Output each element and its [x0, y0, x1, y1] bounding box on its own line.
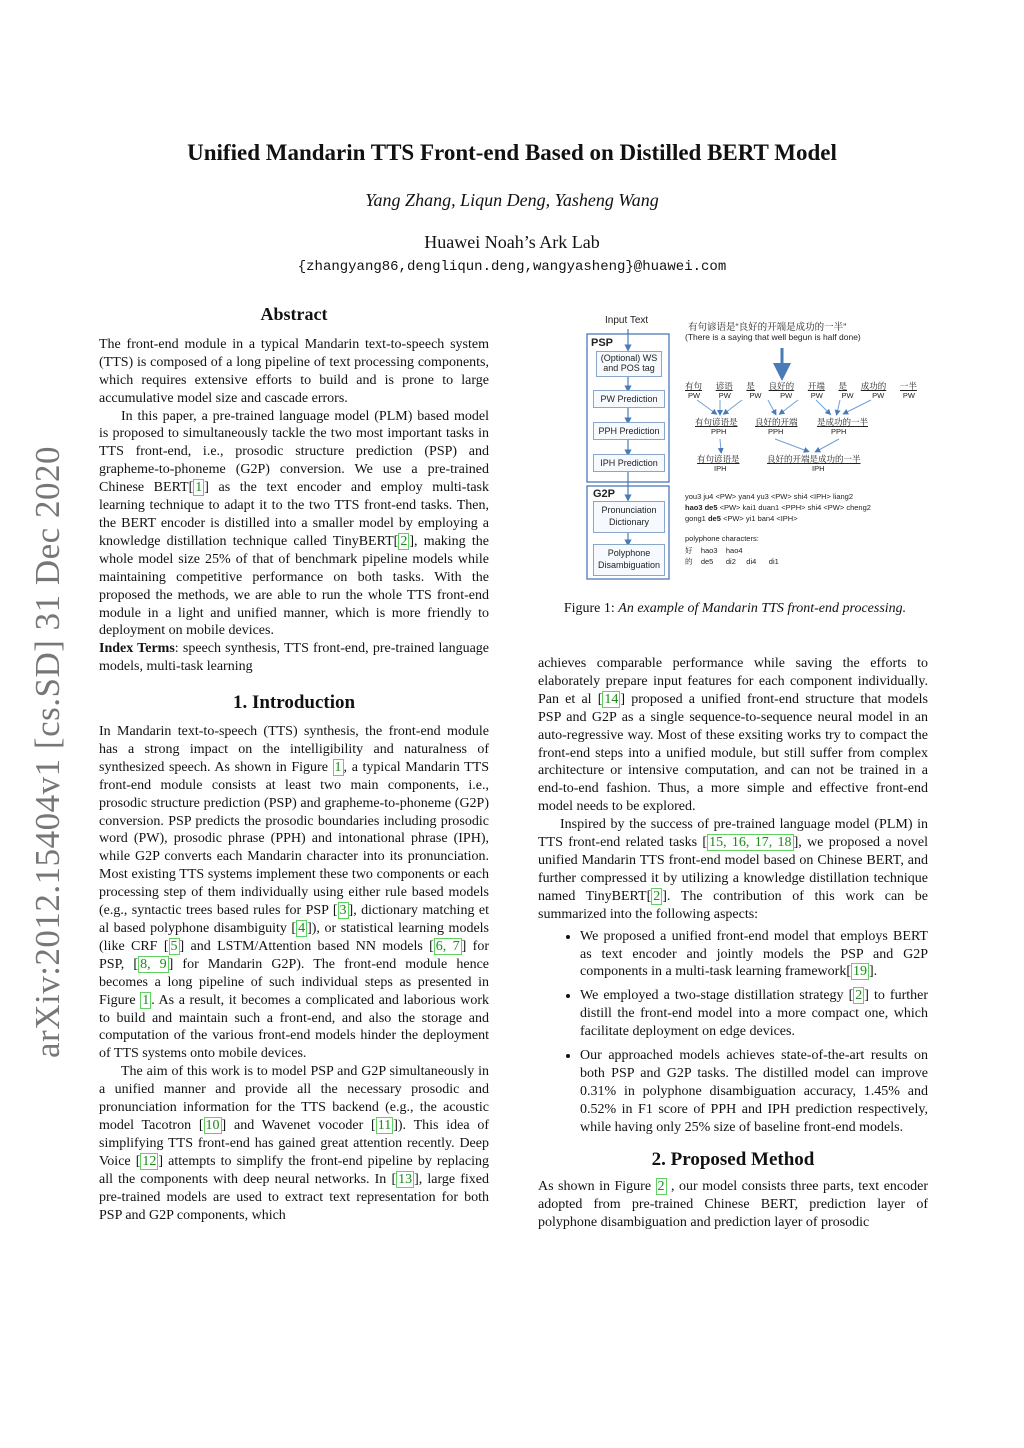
citation-link[interactable]: 14	[604, 691, 619, 707]
paper-email: {zhangyang86,dengliqun.deng,wangyasheng}@huawei.com	[297, 259, 727, 275]
pinyin-line-2: hao3 de5 <PW> kai1 duan1 <PPH> shi4 <PW> cheng2	[685, 503, 871, 512]
pw-tag: PW	[688, 391, 701, 400]
pw-tag: PW	[902, 391, 915, 400]
citation-link[interactable]: 11	[377, 1117, 392, 1133]
pw-word: 有句	[685, 381, 703, 391]
pw-prediction-box: PW Prediction	[593, 390, 665, 408]
figure-link[interactable]: 1	[334, 759, 342, 775]
pronunciation-dictionary-box: Pronunciation Dictionary	[593, 501, 665, 533]
arxiv-side-label: arXiv:2012.15404v1 [cs.SD] 31 Dec 2020	[28, 446, 67, 1058]
iph-tag: IPH	[812, 464, 825, 473]
citation-link[interactable]: 2	[855, 988, 863, 1004]
pph-word: 是成功的一半	[817, 417, 869, 427]
citation-link[interactable]: 8, 9	[140, 956, 167, 972]
pw-word: 谚语	[715, 381, 733, 391]
index-terms: Index Terms: speech synthesis, TTS front-end, pre-trained language models, multi-task learning	[99, 641, 489, 675]
pph-word: 良好的开端	[755, 417, 798, 427]
intro-heading: 1. Introduction	[232, 692, 356, 714]
citation-link[interactable]: 19	[853, 964, 867, 980]
pw-tag: PW	[872, 391, 885, 400]
pph-tag: PPH	[831, 427, 847, 436]
polyphone-row-2: 的 de5 di2 di4 di1	[685, 557, 779, 566]
pw-word: 是	[746, 381, 755, 391]
pw-tag: PW	[841, 391, 854, 400]
citation-link[interactable]: 5	[170, 938, 178, 954]
paper-affiliation: Huawei Noah’s Ark Lab	[424, 232, 600, 252]
example-sentence-en: (There is a saying that well begun is half done)	[685, 332, 861, 342]
figure-1-caption: Figure 1: An example of Mandarin TTS front-end processing.	[563, 601, 907, 616]
pw-word: 良好的	[768, 381, 795, 391]
pw-word: 开端	[807, 381, 825, 391]
contribution-item: • We employed a two-stage distillation strategy [ 2 ] to further distill the front-end model into a more compact one, which facilitate deployment on edge devices.	[580, 987, 928, 1041]
input-text-label: Input Text	[605, 315, 649, 326]
citation-link[interactable]: 2	[400, 533, 408, 549]
pinyin-line-1: you3 ju4 <PW> yan4 yu3 <PW> shi4 <IPH> liang2	[685, 492, 854, 501]
intro-paragraph-1: In Mandarin text-to-speech (TTS) synthesis, the front-end module has a strong impact on the intelligibility and naturalness of synthesized speech. As shown in Figure 1 , a typical Mandarin TTS front-end module consists at least two main components, i.e., prosodic structure prediction (PSP) and grapheme-to-phoneme (G2P) conversion. PSP predicts the prosodic boundaries including prosodic word (PW), prosodic phrase (PPH) and intonational phrase (IPH), while G2P converts each Mandarin character into its pronunciation. Most existing TTS systems implement these two components or each processing step of them individually using either rule based models (e.g., syntactic trees based rules for PSP [ 3 ], dictionary matching et al based polyphone disambiguity [ 4 ]), or statistical learning models (like CRF [ 5 ] and LSTM/Attention based NN models [ 6, 7 ] for PSP, [ 8, 9 ] for Mandarin G2P). The front-end module hence becomes a long pipeline of such individual steps as presented in Figure 1 . As a result, it becomes a complicated and laborious work to build and maintain such a front-end, and also the storage and computation of the various front-end models hinder the deployment of TTS systems onto mobile devices.	[99, 724, 490, 1062]
citation-link[interactable]: 1	[195, 480, 203, 496]
citation-link[interactable]: 12	[142, 1153, 157, 1169]
psp-label: PSP	[591, 337, 614, 349]
pw-tag: PW	[780, 391, 793, 400]
pw-word: 一半	[899, 381, 917, 391]
citation-link[interactable]: 15, 16, 17, 18	[709, 835, 792, 851]
figure-link[interactable]: 2	[657, 1179, 665, 1195]
right-paragraph-3: As shown in Figure 2 , our model consists three parts, text encoder adopted from pre-trained Chinese BERT, prediction layer of polyphone disambiguation and prediction layer of prosodic	[538, 1179, 928, 1231]
polyphone-disambiguation-box: Polyphone Disambiguation	[593, 544, 665, 576]
iph-word: 良好的开端是成功的一半	[767, 454, 861, 464]
pph-tag: PPH	[711, 427, 727, 436]
iph-word: 有句谚语是	[697, 454, 740, 464]
citation-link[interactable]: 13	[398, 1171, 413, 1187]
left-column	[99, 306, 489, 1224]
right-paragraph-2: Inspired by the success of pre-trained language model (PLM) in TTS front-end related tasks [ 15, 16, 17, 18 ], we proposed a novel unified Mandarin TTS front-end model based on Chinese BERT, and further compressed it by utilizing a knowledge distillation technique named TinyBERT[ 2 ]. The contribution of this work can be summarized into the following aspects:	[538, 817, 929, 922]
contribution-list	[538, 928, 928, 1137]
pw-tag: PW	[718, 391, 731, 400]
polyphone-title: polyphone characters:	[685, 534, 759, 543]
abstract-paragraph-2: In this paper, a pre-trained language model (PLM) based model is proposed to simultaneously tackle the two most important tasks in TTS front-end, i.e., prosodic structure prediction (PSP) and grapheme-to-phoneme (G2P) conversion. We use a pre-trained Chinese BERT[ 1 ] as the text encoder and employ multi-task learning technique to adapt it to the two TTS front-end tasks. Then, the BERT encoder is distilled into a smaller model by employing a knowledge distillation technique called TinyBERT[ 2 ], making the whole model size 25% of that of benchmark pipeline models while maintaining competitive performance on both tasks. With the proposed the methods, we are able to run the whole TTS front-end module in a light and unified manner, which is more friendly to deployment on mobile devices.	[99, 408, 490, 639]
polyphone-row-1: 好 hao3 hao4	[685, 546, 743, 555]
proposed-method-heading: 2. Proposed Method	[651, 1148, 815, 1170]
contribution-item: • Our approached models achieves state-of-the-art results on both PSP and G2P tasks. The distilled model can improve 0.31% in polyphone disambiguation accuracy, 1.45% and 0.52% in F1 score of PPH and IPH prediction respectively, while having only 25% size of baseline front-end models.	[580, 1047, 928, 1137]
figure-1	[585, 310, 925, 585]
pph-prediction-box: PPH Prediction	[593, 422, 665, 440]
citation-link[interactable]: 10	[205, 1117, 220, 1133]
intro-paragraph-2: The aim of this work is to model PSP and G2P simultaneously in a unified manner and provide all the necessary prosodic and pronunciation information for the TTS backend (e.g., the acoustic model Tacotron [ 10 ] and Wavenet vocoder [ 11 ]). This idea of simplifying TTS front-end has gained great attention recently. Deep Voice [ 12 ] attempts to simplify the front-end pipeline by replacing all the components with deep neural networks. In [ 13 ], large fixed pre-trained models are used to extract text representation for both PSP and G2P components, which	[99, 1064, 490, 1223]
ws-pos-box: (Optional) WS and POS tag	[596, 351, 662, 377]
pw-tag: PW	[749, 391, 762, 400]
example-sentence-cn: 有句谚语是“良好的开端是成功的一半”	[688, 322, 847, 333]
pw-tag: PW	[810, 391, 823, 400]
citation-link[interactable]: 4	[298, 921, 306, 936]
citation-link[interactable]: 2	[653, 888, 661, 904]
pw-word: 成功的	[860, 381, 887, 391]
abstract-heading: Abstract	[260, 304, 328, 324]
paper-authors: Yang Zhang, Liqun Deng, Yasheng Wang	[365, 190, 659, 210]
pph-word: 有句谚语是	[695, 417, 738, 427]
contribution-item: • We proposed a unified front-end model that employs BERT as text encoder and jointly models the PSP and G2P components in a multi-task learning framework[ 19 ].	[580, 928, 928, 982]
figure-link[interactable]: 1	[142, 992, 150, 1008]
iph-prediction-box: IPH Prediction	[593, 454, 665, 472]
citation-link[interactable]: 6, 7	[435, 938, 460, 954]
g2p-label: G2P	[593, 488, 616, 500]
pw-word: 是	[838, 381, 848, 391]
abstract-paragraph-1: The front-end module in a typical Mandarin text-to-speech system (TTS) is composed of a long pipeline of text processing components, which requires extensive efforts to build and is prone to large accumulative model size and cascade errors.	[99, 336, 489, 406]
iph-tag: IPH	[714, 464, 727, 473]
pph-tag: PPH	[768, 427, 784, 436]
right-column	[538, 655, 928, 1232]
right-paragraph-1: achieves comparable performance while saving the efforts to elaborately prepare input features for each component individually. Pan et al [ 14 ] proposed a unified front-end structure that models PSP and G2P as a single sequence-to-sequence neural model in an auto-regressive way. Most of these exsiting works try to compact the front-end steps into a unified module, but still suffer from complex architecture or intensive computation, and can not be trained in a end-to-end fashion. Thus, a more simple and effective front-end model needs to be explored.	[538, 656, 928, 815]
pinyin-line-3: gong1 de5 <PW> yi1 ban4 <IPH>	[685, 514, 798, 523]
citation-link[interactable]: 3	[339, 903, 347, 919]
paper-title: Unified Mandarin TTS Front-end Based on Distilled BERT Model	[187, 140, 837, 165]
pw-labels-row	[688, 391, 915, 400]
